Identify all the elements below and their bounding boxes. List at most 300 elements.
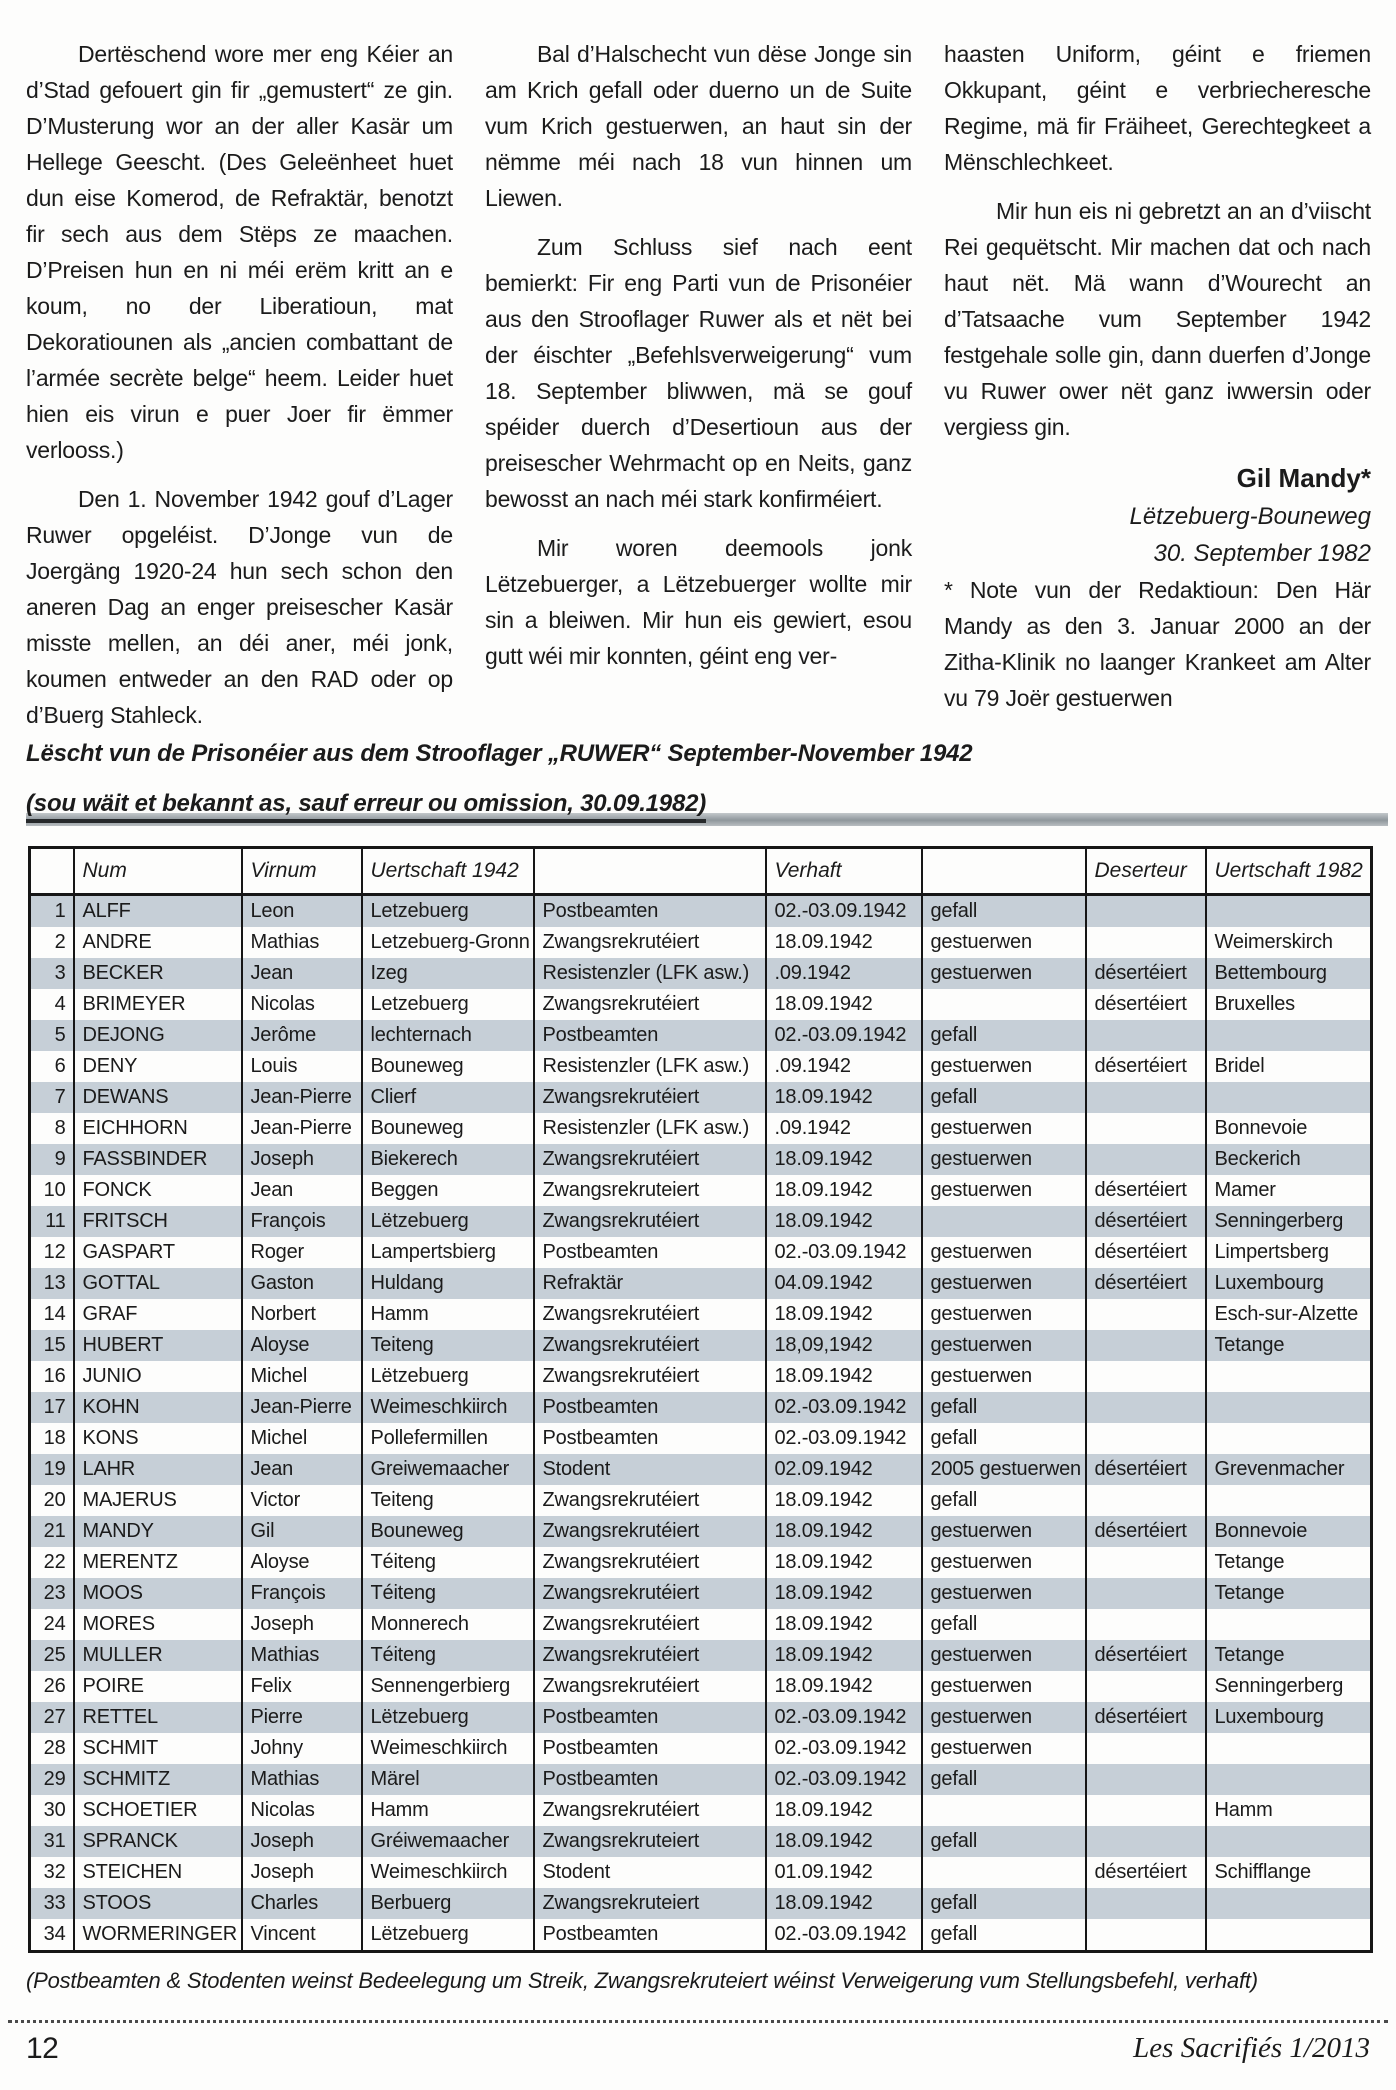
table-cell: Mamer (1206, 1175, 1372, 1206)
table-cell (1086, 1144, 1206, 1175)
row-number-cell: 2 (30, 927, 74, 958)
table-cell: Roger (242, 1237, 362, 1268)
table-cell: MAJERUS (74, 1485, 242, 1516)
table-cell: Pollefermillen (362, 1423, 534, 1454)
row-number-cell: 6 (30, 1051, 74, 1082)
table-cell (1086, 1826, 1206, 1857)
table-cell: Clierf (362, 1082, 534, 1113)
table-cell: LAHR (74, 1454, 242, 1485)
table-cell (1206, 1764, 1372, 1795)
row-number-cell: 30 (30, 1795, 74, 1826)
table-cell: Postbeamten (534, 1702, 766, 1733)
table-cell (1086, 1578, 1206, 1609)
table-cell: gefall (922, 1082, 1086, 1113)
table-cell: gestuerwen (922, 1640, 1086, 1671)
table-cell: Jerôme (242, 1020, 362, 1051)
table-cell: Zwangsrekrutéiert (534, 1578, 766, 1609)
table-cell: Victor (242, 1485, 362, 1516)
list-title: Lëscht vun de Prisonéier aus dem Strooflager „RUWER“ September-November 1942 (26, 740, 973, 767)
table-cell (1206, 1392, 1372, 1423)
table-cell: Letzebuerg-Gronn (362, 927, 534, 958)
table-cell: 02.-03.09.1942 (766, 1702, 922, 1733)
table-cell (1086, 1485, 1206, 1516)
table-row (30, 1175, 1372, 1206)
table-cell: 18.09.1942 (766, 1640, 922, 1671)
header-row-number (30, 848, 74, 895)
table-cell: Stodent (534, 1454, 766, 1485)
table-cell (1206, 1361, 1372, 1392)
table-cell: Teiteng (362, 1330, 534, 1361)
table-cell: Tetange (1206, 1547, 1372, 1578)
header-num: Num (74, 848, 242, 895)
table-cell: Grevenmacher (1206, 1454, 1372, 1485)
table-cell: 18.09.1942 (766, 1144, 922, 1175)
table-cell (1086, 1423, 1206, 1454)
table-cell: Gil (242, 1516, 362, 1547)
table-cell (1206, 895, 1372, 928)
table-row (30, 1113, 1372, 1144)
table-row (30, 1609, 1372, 1640)
author-name: Gil Mandy* (1236, 463, 1371, 493)
table-cell: 04.09.1942 (766, 1268, 922, 1299)
table-cell: gestuerwen (922, 1330, 1086, 1361)
table-cell: Mathias (242, 1764, 362, 1795)
row-number-cell: 3 (30, 958, 74, 989)
table-row (30, 1392, 1372, 1423)
table-cell: Teiteng (362, 1485, 534, 1516)
row-number-cell: 24 (30, 1609, 74, 1640)
table-cell: Resistenzler (LFK asw.) (534, 958, 766, 989)
table-cell: Jean (242, 958, 362, 989)
table-cell: Luxembourg (1206, 1702, 1372, 1733)
table-cell: désertéiert (1086, 1857, 1206, 1888)
table-cell: Jean (242, 1175, 362, 1206)
table-cell: 18.09.1942 (766, 1175, 922, 1206)
prisoner-table (28, 846, 1373, 1953)
footer-divider (8, 2020, 1388, 2023)
table-cell: Lëtzebuerg (362, 1361, 534, 1392)
table-cell: Zwangsrekrutéiert (534, 1671, 766, 1702)
table-cell (922, 1857, 1086, 1888)
table-cell: gestuerwen (922, 958, 1086, 989)
table-cell: FONCK (74, 1175, 242, 1206)
table-cell: gefall (922, 895, 1086, 928)
table-cell: FASSBINDER (74, 1144, 242, 1175)
row-number-cell: 23 (30, 1578, 74, 1609)
table-cell: EICHHORN (74, 1113, 242, 1144)
table-row (30, 1795, 1372, 1826)
table-cell: Zwangsrekrutéiert (534, 1299, 766, 1330)
table-row (30, 1361, 1372, 1392)
table-cell: STEICHEN (74, 1857, 242, 1888)
header-fate (922, 848, 1086, 895)
table-cell (922, 1795, 1086, 1826)
table-row (30, 1330, 1372, 1361)
table-cell: Nicolas (242, 989, 362, 1020)
table-cell: gefall (922, 1826, 1086, 1857)
table-row (30, 1020, 1372, 1051)
row-number-cell: 34 (30, 1919, 74, 1952)
table-cell: Pierre (242, 1702, 362, 1733)
table-cell: 18.09.1942 (766, 1609, 922, 1640)
table-cell (922, 1206, 1086, 1237)
table-cell: Bouneweg (362, 1113, 534, 1144)
table-cell: gestuerwen (922, 1733, 1086, 1764)
table-cell: Mathias (242, 1640, 362, 1671)
table-cell: 18.09.1942 (766, 1299, 922, 1330)
table-cell: gestuerwen (922, 1516, 1086, 1547)
table-cell (1206, 1020, 1372, 1051)
table-cell: Jean-Pierre (242, 1392, 362, 1423)
table-cell: Zwangsrekrutéiert (534, 1082, 766, 1113)
table-cell: Michel (242, 1423, 362, 1454)
table-cell: Vincent (242, 1919, 362, 1952)
row-number-cell: 26 (30, 1671, 74, 1702)
table-cell: gefall (922, 1485, 1086, 1516)
row-number-cell: 21 (30, 1516, 74, 1547)
table-cell: Gaston (242, 1268, 362, 1299)
table-cell: MOOS (74, 1578, 242, 1609)
table-cell: DENY (74, 1051, 242, 1082)
table-cell (1086, 1020, 1206, 1051)
row-number-cell: 8 (30, 1113, 74, 1144)
article-paragraph: Dertëschend wore mer eng Kéier an d’Stad gefouert gin fir „gemustert“ ze gin. D’Musterung wor an der aller Kasär um Hellege Geescht. (Des Geleënheet huet dun eise Komerod, de Refraktär, benotzt fir sech aus dem Stëps ze maachen. D’Preisen hun en ni méi erëm kritt an e koum, no der Liberatioun, mat Dekoratiounen als „ancien combattant de l’armée secrète belge“ heem. Leider huet hien eis virun e puer Joer fir ëmmer verlooss.) (26, 41, 453, 463)
table-cell: Schifflange (1206, 1857, 1372, 1888)
table-cell: Felix (242, 1671, 362, 1702)
table-cell: désertéiert (1086, 958, 1206, 989)
table-cell: Postbeamten (534, 1423, 766, 1454)
row-number-cell: 18 (30, 1423, 74, 1454)
table-cell: Monnerech (362, 1609, 534, 1640)
table-cell: Mathias (242, 927, 362, 958)
table-cell: Resistenzler (LFK asw.) (534, 1113, 766, 1144)
table-cell: 18.09.1942 (766, 1888, 922, 1919)
row-number-cell: 19 (30, 1454, 74, 1485)
row-number-cell: 12 (30, 1237, 74, 1268)
table-cell: 18.09.1942 (766, 1361, 922, 1392)
table-cell: ANDRE (74, 927, 242, 958)
table-cell: gestuerwen (922, 1175, 1086, 1206)
table-cell: 18.09.1942 (766, 1826, 922, 1857)
row-number-cell: 13 (30, 1268, 74, 1299)
table-row (30, 1299, 1372, 1330)
table-cell: .09.1942 (766, 1051, 922, 1082)
table-cell: Jean-Pierre (242, 1082, 362, 1113)
table-row (30, 1454, 1372, 1485)
row-number-cell: 25 (30, 1640, 74, 1671)
table-cell: désertéiert (1086, 1206, 1206, 1237)
table-cell: Zwangsrekrutéiert (534, 1516, 766, 1547)
table-cell (1086, 927, 1206, 958)
row-number-cell: 32 (30, 1857, 74, 1888)
table-cell: Bouneweg (362, 1051, 534, 1082)
table-cell: 18.09.1942 (766, 1795, 922, 1826)
table-cell: GASPART (74, 1237, 242, 1268)
table-cell: Weimeschkiirch (362, 1733, 534, 1764)
row-number-cell: 1 (30, 895, 74, 928)
table-cell: Limpertsberg (1206, 1237, 1372, 1268)
table-cell: Téiteng (362, 1578, 534, 1609)
table-cell: Beggen (362, 1175, 534, 1206)
table-cell: Lampertsbierg (362, 1237, 534, 1268)
table-cell: Huldang (362, 1268, 534, 1299)
table-cell: MERENTZ (74, 1547, 242, 1578)
table-cell: Postbeamten (534, 1919, 766, 1952)
table-cell: 02.-03.09.1942 (766, 1919, 922, 1952)
table-cell: Zwangsrekrutéiert (534, 1330, 766, 1361)
table-cell: désertéiert (1086, 1051, 1206, 1082)
table-cell: gestuerwen (922, 1144, 1086, 1175)
table-cell (1086, 1888, 1206, 1919)
table-cell (1206, 1888, 1372, 1919)
table-cell: 18.09.1942 (766, 1547, 922, 1578)
table-cell: Postbeamten (534, 1733, 766, 1764)
table-cell: Bruxelles (1206, 989, 1372, 1020)
table-cell: gefall (922, 1423, 1086, 1454)
table-cell: Weimeschkiirch (362, 1857, 534, 1888)
table-cell: gestuerwen (922, 1361, 1086, 1392)
table-cell: Resistenzler (LFK asw.) (534, 1051, 766, 1082)
table-cell: Bridel (1206, 1051, 1372, 1082)
table-cell: MULLER (74, 1640, 242, 1671)
list-subtitle-row (26, 790, 1396, 828)
table-cell: Izeg (362, 958, 534, 989)
page-number: 12 (26, 2032, 59, 2065)
table-cell (1206, 1423, 1372, 1454)
table-cell: 18.09.1942 (766, 1082, 922, 1113)
row-number-cell: 20 (30, 1485, 74, 1516)
table-cell: gestuerwen (922, 1299, 1086, 1330)
table-cell: Jean-Pierre (242, 1113, 362, 1144)
table-cell: SCHMITZ (74, 1764, 242, 1795)
table-cell: gestuerwen (922, 1113, 1086, 1144)
table-cell (1086, 1609, 1206, 1640)
table-cell: gestuerwen (922, 1051, 1086, 1082)
table-cell: Weimerskirch (1206, 927, 1372, 958)
table-cell: 18.09.1942 (766, 1671, 922, 1702)
table-cell: Postbeamten (534, 1020, 766, 1051)
table-cell (1206, 1733, 1372, 1764)
table-cell: Zwangsrekrutéiert (534, 927, 766, 958)
header-status (534, 848, 766, 895)
table-cell: Greiwemaacher (362, 1454, 534, 1485)
table-cell: Zwangsrekrutéiert (534, 1206, 766, 1237)
table-cell: gestuerwen (922, 1268, 1086, 1299)
table-cell: Zwangsrekrutéiert (534, 1795, 766, 1826)
table-cell: .09.1942 (766, 1113, 922, 1144)
article-paragraph: haasten Uniform, géint e friemen Okkupant, géint e verbriecheresche Regime, mä fir Fräiheet, Gerechtegkeet a Mënschlechkeet. (944, 41, 1371, 175)
table-cell: Märel (362, 1764, 534, 1795)
table-cell (1086, 1299, 1206, 1330)
table-cell: Senningerberg (1206, 1206, 1372, 1237)
table-cell: gestuerwen (922, 1237, 1086, 1268)
table-cell: 18.09.1942 (766, 1578, 922, 1609)
table-row (30, 1857, 1372, 1888)
journal-title: Les Sacrifiés 1/2013 (1133, 2032, 1370, 2064)
table-cell (1086, 1795, 1206, 1826)
article-column-3 (944, 36, 1371, 746)
author-date: 30. September 1982 (1153, 540, 1371, 567)
table-cell: 02.-03.09.1942 (766, 895, 922, 928)
table-cell: gestuerwen (922, 1671, 1086, 1702)
table-cell: GRAF (74, 1299, 242, 1330)
row-number-cell: 9 (30, 1144, 74, 1175)
table-cell (1206, 1082, 1372, 1113)
table-cell (1086, 1330, 1206, 1361)
table-cell: Hamm (362, 1299, 534, 1330)
header-virnum: Virnum (242, 848, 362, 895)
table-cell: Zwangsrekrutéiert (534, 1144, 766, 1175)
table-row (30, 1237, 1372, 1268)
table-row (30, 1516, 1372, 1547)
table-cell: Weimeschkiirch (362, 1392, 534, 1423)
table-cell: François (242, 1578, 362, 1609)
table-cell: 2005 gestuerwen (922, 1454, 1086, 1485)
table-cell: 18.09.1942 (766, 1516, 922, 1547)
table-cell: Michel (242, 1361, 362, 1392)
table-cell (1086, 1671, 1206, 1702)
table-cell: DEWANS (74, 1082, 242, 1113)
table-cell: 02.-03.09.1942 (766, 1733, 922, 1764)
table-cell: Stodent (534, 1857, 766, 1888)
table-row (30, 989, 1372, 1020)
header-uertschaft-1982: Uertschaft 1982 (1206, 848, 1372, 895)
table-cell: Letzebuerg (362, 989, 534, 1020)
table-cell: 01.09.1942 (766, 1857, 922, 1888)
table-cell: Téiteng (362, 1547, 534, 1578)
article-paragraph: Bal d’Halschecht vun dëse Jonge sin am Krich gefall oder duerno un de Suite vum Krich gestuerwen, an haut sin der nëmme méi nach 18 vun hinnen um Liewen. (485, 41, 912, 211)
table-cell: Zwangsrekrutéiert (534, 1361, 766, 1392)
table-cell: Lëtzebuerg (362, 1206, 534, 1237)
table-cell: MORES (74, 1609, 242, 1640)
row-number-cell: 31 (30, 1826, 74, 1857)
row-number-cell: 33 (30, 1888, 74, 1919)
row-number-cell: 14 (30, 1299, 74, 1330)
table-cell: désertéiert (1086, 1175, 1206, 1206)
table-cell: désertéiert (1086, 989, 1206, 1020)
table-cell: Biekerech (362, 1144, 534, 1175)
table-cell: MANDY (74, 1516, 242, 1547)
table-cell: Norbert (242, 1299, 362, 1330)
table-cell: STOOS (74, 1888, 242, 1919)
table-cell: Gréiwemaacher (362, 1826, 534, 1857)
table-cell: Zwangsrekruteiert (534, 1888, 766, 1919)
table-cell (1206, 1485, 1372, 1516)
table-footnote: (Postbeamten & Stodenten weinst Bedeelegung um Streik, Zwangsrekruteiert wéinst Verweigerung vum Stellungsbefehl, verhaft) (26, 1968, 1258, 1993)
table-cell: désertéiert (1086, 1454, 1206, 1485)
row-number-cell: 27 (30, 1702, 74, 1733)
table-cell (1086, 1919, 1206, 1952)
table-cell: GOTTAL (74, 1268, 242, 1299)
table-cell: Leon (242, 895, 362, 928)
table-cell: Hamm (362, 1795, 534, 1826)
table-cell: gefall (922, 1888, 1086, 1919)
table-cell: désertéiert (1086, 1640, 1206, 1671)
table-row (30, 1702, 1372, 1733)
row-number-cell: 10 (30, 1175, 74, 1206)
table-cell: Senningerberg (1206, 1671, 1372, 1702)
table-cell: 02.09.1942 (766, 1454, 922, 1485)
header-uertschaft-1942: Uertschaft 1942 (362, 848, 534, 895)
row-number-cell: 28 (30, 1733, 74, 1764)
table-cell (1206, 1919, 1372, 1952)
table-cell: lechternach (362, 1020, 534, 1051)
article-paragraph: Mir hun eis ni gebretzt an an d’viischt Rei gequëtscht. Mir machen dat och nach haut nët. Mä wann d’Wourecht an d’Tatsaache vum September 1942 festgehale solle gin, dann duerfen d’Jonge vu Ruwer ower nët ganz iwwersin oder vergiess gin. (944, 198, 1371, 440)
table-cell (1086, 1547, 1206, 1578)
table-cell: Zwangsrekrutéiert (534, 1640, 766, 1671)
table-cell: FRITSCH (74, 1206, 242, 1237)
table-cell (1086, 1392, 1206, 1423)
table-row (30, 1268, 1372, 1299)
article-body (26, 36, 1372, 746)
table-cell: désertéiert (1086, 1516, 1206, 1547)
table-row (30, 1764, 1372, 1795)
table-cell: Postbeamten (534, 1764, 766, 1795)
table-row (30, 1919, 1372, 1952)
table-cell: gefall (922, 1392, 1086, 1423)
table-cell (1086, 1361, 1206, 1392)
row-number-cell: 4 (30, 989, 74, 1020)
table-cell: gefall (922, 1764, 1086, 1795)
table-cell: désertéiert (1086, 1702, 1206, 1733)
row-number-cell: 7 (30, 1082, 74, 1113)
table-cell: Lëtzebuerg (362, 1919, 534, 1952)
table-cell: Téiteng (362, 1640, 534, 1671)
table-row (30, 1733, 1372, 1764)
prisoner-table-body (30, 895, 1372, 1952)
signature-block (944, 458, 1371, 572)
header-deserteur: Deserteur (1086, 848, 1206, 895)
table-cell: Sennengerbierg (362, 1671, 534, 1702)
table-cell: Zwangsrekruteiert (534, 1826, 766, 1857)
table-cell: WORMERINGER (74, 1919, 242, 1952)
table-row (30, 1826, 1372, 1857)
table-cell: Tetange (1206, 1330, 1372, 1361)
table-cell: Postbeamten (534, 1237, 766, 1268)
table-cell: KONS (74, 1423, 242, 1454)
table-cell: gestuerwen (922, 927, 1086, 958)
table-cell: Zwangsrekruteiert (534, 1175, 766, 1206)
table-cell: gestuerwen (922, 1547, 1086, 1578)
row-number-cell: 11 (30, 1206, 74, 1237)
article-paragraph: Den 1. November 1942 gouf d’Lager Ruwer opgeléist. D’Jonge vun de Joergäng 1920-24 hun sech schon den aneren Dag an enger preisescher Kasär misste mellen, an déi aner, méi jonk, koumen entweder an den RAD oder op d’Buerg Stahleck. (26, 486, 453, 728)
table-cell: Hamm (1206, 1795, 1372, 1826)
table-cell: 02.-03.09.1942 (766, 1020, 922, 1051)
table-cell: Zwangsrekrutéiert (534, 1547, 766, 1578)
table-cell: Charles (242, 1888, 362, 1919)
table-cell: 18,09,1942 (766, 1330, 922, 1361)
table-cell: Refraktär (534, 1268, 766, 1299)
table-row (30, 1051, 1372, 1082)
article-column-2 (485, 36, 912, 746)
list-subtitle: (sou wäit et bekannt as, sauf erreur ou omission, 30.09.1982) (26, 790, 706, 823)
table-cell: Jean (242, 1454, 362, 1485)
table-cell: Nicolas (242, 1795, 362, 1826)
table-cell: Berbuerg (362, 1888, 534, 1919)
table-row (30, 1547, 1372, 1578)
table-cell: .09.1942 (766, 958, 922, 989)
table-row (30, 1671, 1372, 1702)
article-paragraph: Mir woren deemools jonk Lëtzebuerger, a Lëtzebuerger wollte mir sin a bleiwen. Mir hun eis gewiert, esou gutt wéi mir konnten, géint eng ver- (485, 535, 912, 669)
table-cell (1206, 1609, 1372, 1640)
table-cell: Aloyse (242, 1547, 362, 1578)
table-cell: SCHMIT (74, 1733, 242, 1764)
table-cell: gestuerwen (922, 1702, 1086, 1733)
article-column-1 (26, 36, 453, 746)
table-cell: Joseph (242, 1857, 362, 1888)
table-cell: Lëtzebuerg (362, 1702, 534, 1733)
table-cell: Beckerich (1206, 1144, 1372, 1175)
